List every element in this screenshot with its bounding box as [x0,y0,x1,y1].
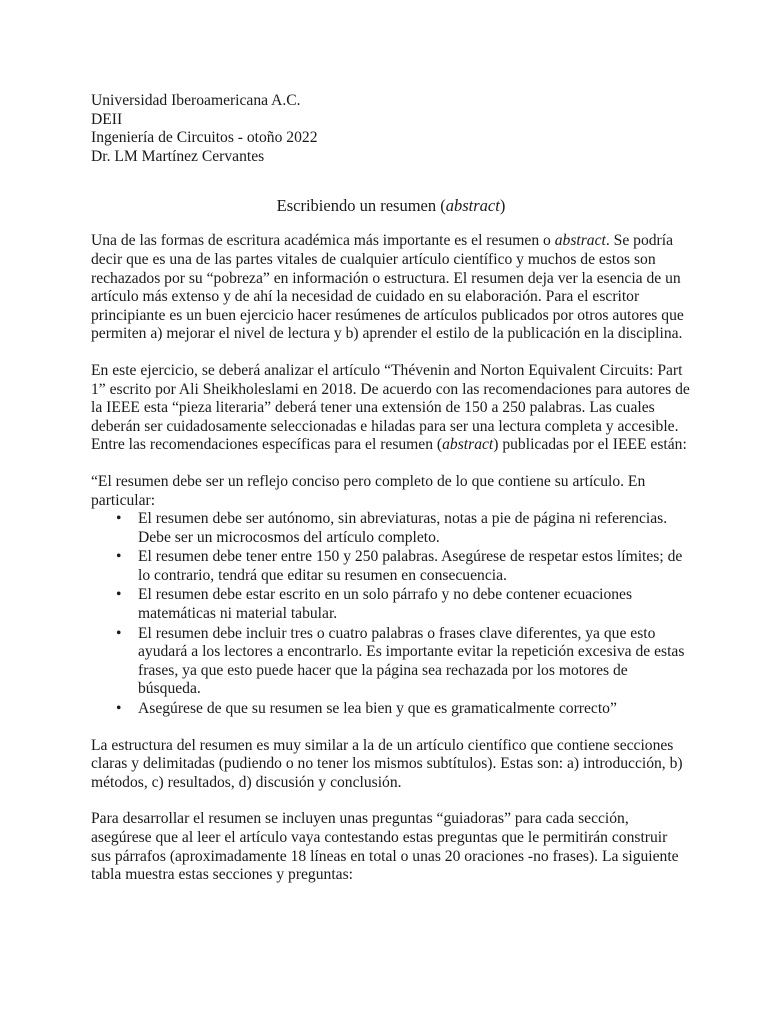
intro-italic: abstract [554,232,606,250]
document-header [91,92,691,166]
university-name: Universidad Iberoamericana A.C. [91,92,301,109]
exercise-paragraph [91,362,691,455]
list-item [116,510,691,547]
bullet-icon: • [116,624,122,642]
professor-name: Dr. LM Martínez Cervantes [91,147,265,165]
document-page [91,92,691,885]
list-item [116,548,691,585]
exercise-text-b: ) publicadas por el IEEE están: [493,436,687,454]
list-item-text: El resumen debe ser autónomo, sin abreviaturas, notas a pie de página ni referencias. Debe ser un microcosmos del artículo completo. [138,510,668,546]
list-item [116,700,691,719]
list-item-text: El resumen debe estar escrito en un solo párrafo y no debe contener ecuaciones matemáticas ni material tabular. [138,586,633,623]
list-item [116,586,691,623]
title-text: Escribiendo un resumen ( [276,196,446,216]
department: DEII [91,110,123,128]
course-name: Ingeniería de Circuitos - otoño 2022 [91,129,318,147]
exercise-text-a: En este ejercicio, se deberá analizar el artículo “Thévenin and Norton Equivalent Circuits: Part 1” escrito por Ali Sheikholeslami en 2018. De acuerdo con las recomendaciones para autores de la IEEE esta “pieza literaria” deberá tener una extensión de 150 a 250 palabras. Las cuales deberán ser cuidadosamente seleccionadas e hiladas para ser una lectura completa y accesible. Entre las recomendaciones específicas para el resumen ( [91,361,690,454]
bullet-icon: • [116,548,122,566]
list-item-text: El resumen debe tener entre 150 y 250 palabras. Asegúrese de respetar estos límites; de lo contrario, tendrá que editar su resumen en consecuencia. [138,548,683,584]
bullet-icon: • [116,700,122,718]
bullet-icon: • [116,586,122,604]
bullet-icon: • [116,510,122,528]
list-item-text: Asegúrese de que su resumen se lea bien y que es gramaticalmente correcto” [138,700,617,718]
page-title [91,196,691,216]
title-italic: abstract [445,196,500,216]
intro-text-b: . Se podría decir que es una de las partes vitales de cualquier artículo científico y muchos de estos son rechazados por su “pobreza” en información o estructura. El resumen deja ver la esencia de un artículo más extenso y de ahí la necesidad de cuidado en su elaboración. Para el escritor principiante es un buen ejercicio hacer resúmenes de artículos publicados por otros autores que permiten a) mejorar el nivel de lectura y b) aprender el estilo de la publicación en la disciplina. [91,232,684,343]
intro-text-a: Una de las formas de escritura académica más importante es el resumen o [91,232,555,250]
title-close: ) [499,196,506,216]
intro-paragraph [91,232,691,344]
list-item [116,625,691,699]
quote-intro: “El resumen debe ser un reflejo conciso pero completo de lo que contiene su artículo. En particular: [91,472,646,509]
list-item-text: El resumen debe incluir tres o cuatro palabras o frases clave diferentes, ya que esto ayudará a los lectores a encontrarlo. Es importante evitar la repetición excesiva de estas frases, ya que esto puede hacer que la página sea rechazada por los motores de búsqueda. [138,624,685,698]
exercise-italic: abstract [442,436,494,454]
guide-questions-paragraph: Para desarrollar el resumen se incluyen unas preguntas “guiadoras” para cada sección, asegúrese que al leer el artículo vaya contestando estas preguntas que le permitirán construir sus párrafos (aproximadamente 18 líneas en total o unas 20 oraciones -no frases). La siguiente tabla muestra estas secciones y preguntas: [91,810,679,884]
guidelines-list [91,510,691,719]
ieee-quote [91,473,691,719]
structure-paragraph: La estructura del resumen es muy similar a la de un artículo científico que contiene secciones claras y delimitadas (pudiendo o no tener los mismos subtítulos). Estas son: a) introducción, b) métodos, c) resultados, d) discusión y conclusión. [91,736,683,791]
